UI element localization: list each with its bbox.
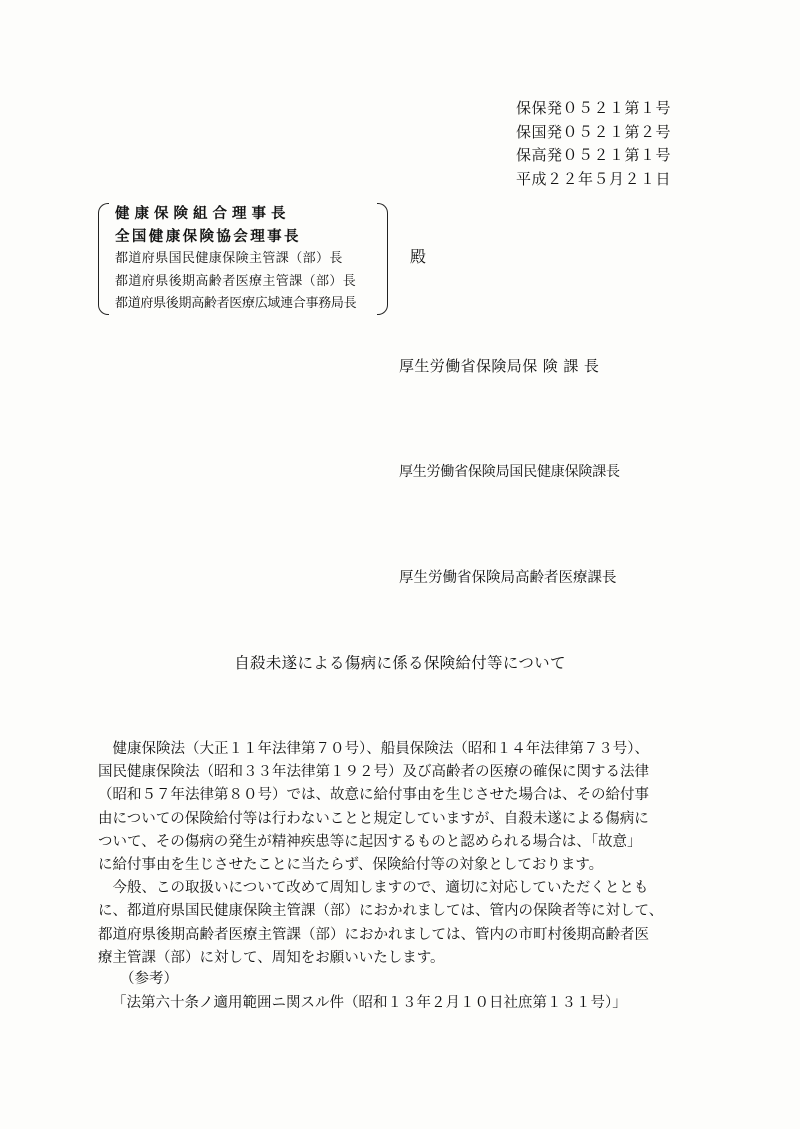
reference-text: 「法第六十条ノ適用範囲ニ関スル件（昭和１３年２月１０日社庶第１３１号）」 [112, 995, 627, 1011]
body-line: （昭和５７年法律第８０号）では、故意に給付事由を生じさせた場合は、その給付事 [98, 787, 649, 804]
body-line: 今般、この取扱いについて改めて周知しますので、適切に対応していただくととも [98, 880, 649, 897]
document-title [0, 651, 800, 673]
sender-elderly-medical-care-division: 厚生労働省保険局高齢者医療課長 [399, 570, 617, 586]
document-number: 保保発０５２１第１号 [516, 99, 672, 117]
reference-label: （参考） [120, 971, 178, 987]
sender-national-health-insurance-division: 厚生労働省保険局国民健康保険課長 [399, 464, 620, 480]
sender-insurance-division: 厚生労働省保険局保 険 課 長 [399, 357, 600, 375]
body-line: ついて、その傷病の発生が精神疾患等に起因するものと認められる場合は、「故意」 [98, 833, 642, 850]
right-bracket [377, 203, 388, 315]
addressee-line: 都道府県後期高齢者医療主管課（部）長 [115, 273, 357, 289]
document-date: 平成２２年５月２１日 [516, 169, 672, 188]
body-line: 国民健康保険法（昭和３３年法律第１９２号）及び高齢者の医療の確保に関する法律 [98, 764, 649, 781]
document-title-text: 自殺未遂による傷病に係る保険給付等について [234, 654, 566, 672]
body-line: 都道府県後期高齢者医療主管課（部）におかれましては、管内の市町村後期高齢者医 [98, 926, 649, 943]
body-text [98, 738, 702, 970]
body-line: に給付事由を生じさせたことに当たらず、保険給付等の対象としております。 [98, 857, 604, 874]
addressee-line: 全国健康保険協会理事長 [115, 227, 301, 245]
addressee-line: 健康保険組合理事長 [115, 205, 291, 222]
body-line: 由についての保険給付等は行わないことと規定していますが、自殺未遂による傷病に [98, 810, 649, 827]
left-bracket [98, 203, 109, 315]
document-number: 保高発０５２１第１号 [516, 146, 672, 164]
addressee-block [98, 203, 388, 315]
body-line: 療主管課（部）に対して、周知をお願いいたします。 [98, 949, 445, 966]
addressee-list [115, 203, 356, 316]
body-line: に、都道府県国民健康保険主管課（部）におかれましては、管内の保険者等に対して、 [98, 903, 664, 920]
document-number: 保国発０５２１第２号 [516, 122, 672, 141]
addressee-line: 都道府県後期高齢者医療広域連合事務局長 [115, 296, 357, 311]
addressee-line: 都道府県国民健康保険主管課（部）長 [115, 251, 343, 266]
honorific: 殿 [410, 247, 427, 266]
body-line: 健康保険法（大正１１年法律第７０号）、船員保険法（昭和１４年法律第７３号）、 [98, 741, 649, 757]
document-number-block [516, 97, 671, 191]
